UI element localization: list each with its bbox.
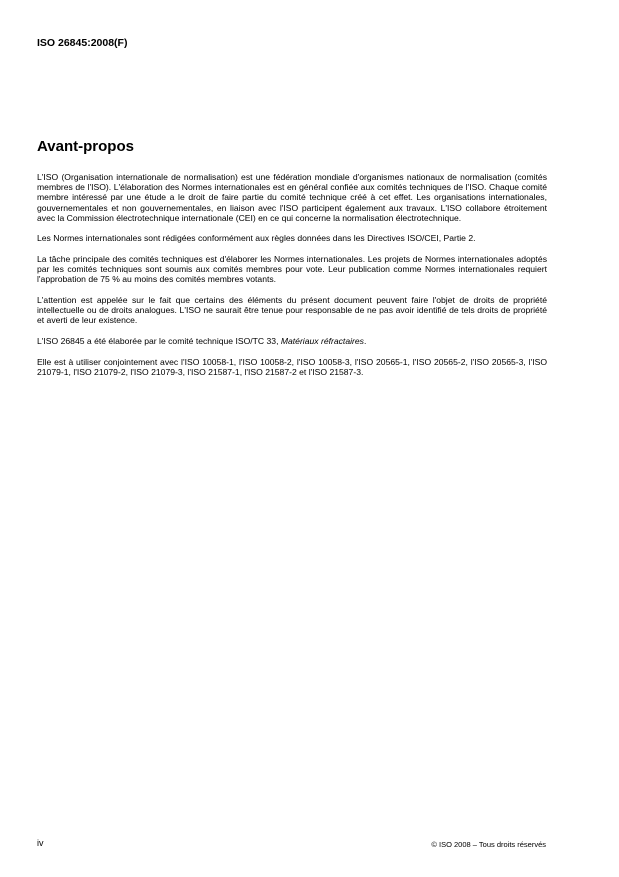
prepared-by-text: L'ISO 26845 a été élaborée par le comité technique ISO/TC 33,	[37, 336, 281, 346]
prepared-by-end: .	[363, 336, 367, 346]
paragraph-related-standards: Elle est à utiliser conjointement avec l'ISO 10058-1, l'ISO 10058-2, l'ISO 10058-3, l'ISO 20565-1, l'ISO 20565-2, l'ISO 20565-3, l'ISO 21079-1, l'ISO 21079-2, l'ISO 21079-3, l'ISO 21587-1, l'ISO 21587-2 et l'ISO 21587-3.	[37, 356, 547, 377]
paragraph-iso-organisation: L'ISO (Organisation internationale de normalisation) est une fédération mondiale d'organismes nationaux de normalisation (comités membres de l'ISO). L'élaboration des Normes internationales est en général confiée aux comités techniques de l'ISO. Chaque comité membre intéressé par une étude a le droit de faire partie du comité technique créé à cet effet. Les organisations internationales, gouvernementales et non gouvernementales, en liaison avec l'ISO participent également aux travaux. L'ISO collabore étroitement avec la Commission électrotechnique internationale (CEI) en ce qui concerne la normalisation électrotechnique.	[37, 172, 547, 223]
paragraph-technical-committees: La tâche principale des comités techniques est d'élaborer les Normes internationales. Les projets de Normes internationales adoptés par les comités techniques sont soumis aux comités membres pour vote. Leur publication comme Normes internationales requiert l'approbation de 75 % au moins des comités membres votants.	[37, 254, 547, 285]
foreword-body	[37, 172, 547, 387]
copyright-notice: © ISO 2008 – Tous droits réservés	[431, 840, 546, 849]
paragraph-prepared-by	[37, 336, 547, 346]
committee-title: Matériaux réfractaires	[280, 336, 364, 346]
page-number: iv	[37, 838, 44, 848]
paragraph-patent-rights: L'attention est appelée sur le fait que certains des éléments du présent document peuvent faire l'objet de droits de propriété intellectuelle ou de droits analogues. L'ISO ne saurait être tenue pour responsable de ne pas avoir identifié de tels droits de propriété et averti de leur existence.	[37, 295, 547, 326]
paragraph-directives: Les Normes internationales sont rédigées conformément aux règles données dans les Directives ISO/CEI, Partie 2.	[37, 233, 476, 244]
section-title: Avant-propos	[37, 138, 134, 155]
document-id-header: ISO 26845:2008(F)	[37, 37, 128, 49]
